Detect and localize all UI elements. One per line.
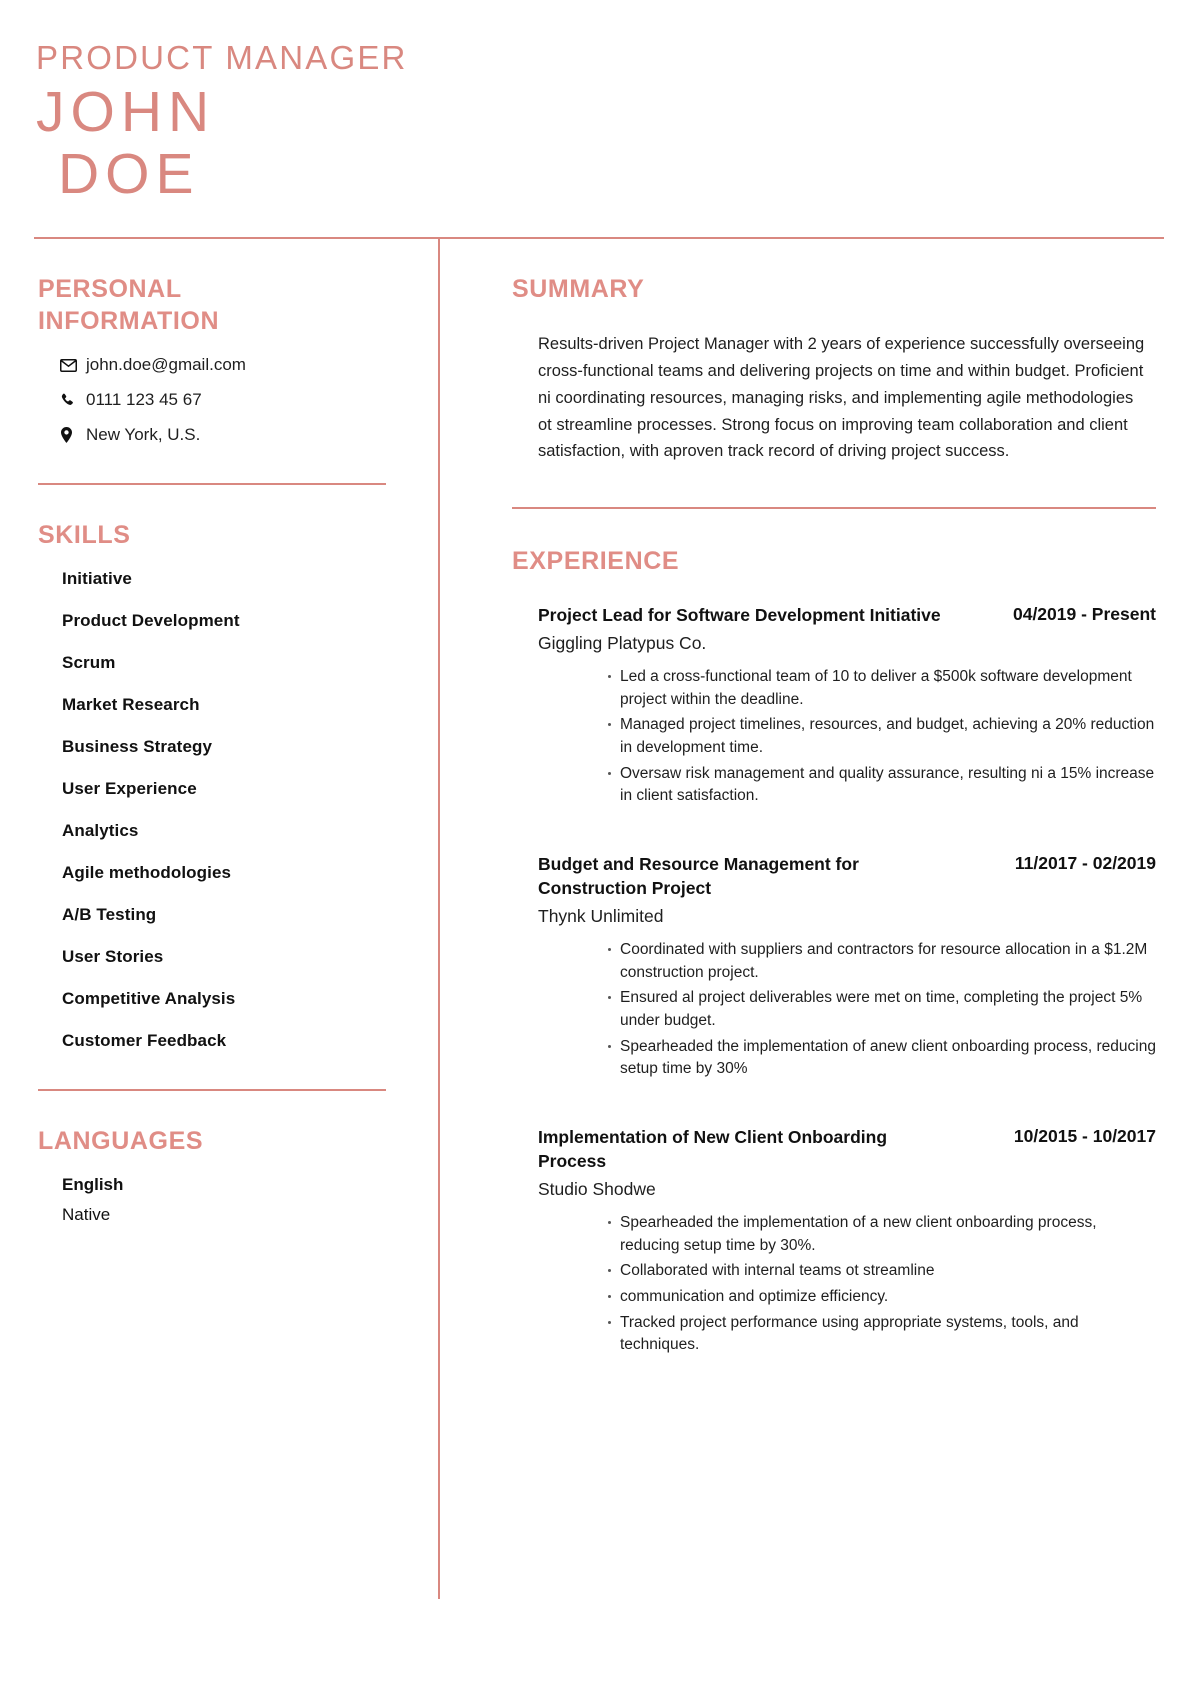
personal-information-heading-line1: PERSONAL xyxy=(38,275,182,304)
list-item: Initiative xyxy=(62,569,132,589)
language-name: English xyxy=(62,1175,124,1195)
list-item: Competitive Analysis xyxy=(62,989,236,1009)
experience-company: Giggling Platypus Co. xyxy=(538,633,707,654)
list-item: User Stories xyxy=(62,947,164,967)
experience-company: Thynk Unlimited xyxy=(538,906,664,927)
list-item: Customer Feedback xyxy=(62,1031,227,1051)
summary-text: Results-driven Project Manager with 2 years of experience successfully overseeing cross-functional teams and delivering projects on time and within budget. Proficient ni coordinating resources, managing risks, and implementing agile methodologies ot streamline processes. Strong focus on improving team collaboration and client satisfaction, with aproven track record of driving project success. xyxy=(538,335,1145,461)
list-item: Agile methodologies xyxy=(62,863,232,883)
list-item: Oversaw risk management and quality assurance, resulting ni a 15% increase in client satisfaction. xyxy=(608,763,1156,808)
language-level: Native xyxy=(62,1205,111,1225)
contact-email-value: john.doe@gmail.com xyxy=(86,355,246,375)
list-item: communication and optimize efficiency. xyxy=(608,1286,1156,1309)
location-pin-icon xyxy=(60,427,86,443)
experience-bullets xyxy=(538,1212,1156,1357)
personal-information-heading-line2: INFORMATION xyxy=(38,307,220,336)
languages-heading: LANGUAGES xyxy=(38,1127,204,1156)
list-item: Scrum xyxy=(62,653,116,673)
first-name: JOHN xyxy=(36,80,216,145)
list-item: Ensured al project deliverables were met on time, completing the project 5% under budget. xyxy=(608,987,1156,1032)
contact-email[interactable] xyxy=(60,355,408,375)
experience-entry xyxy=(512,603,1156,808)
list-item: Collaborated with internal teams ot streamline xyxy=(608,1260,1156,1283)
experience-date: 11/2017 - 02/2019 xyxy=(1014,852,1156,873)
list-item: Analytics xyxy=(62,821,139,841)
skills-heading: SKILLS xyxy=(38,521,131,550)
skills-list xyxy=(38,569,408,1051)
experience-title: Implementation of New Client Onboarding Process xyxy=(538,1126,888,1172)
resume-header xyxy=(34,40,1164,205)
sidebar-divider-1 xyxy=(38,483,386,485)
last-name: DOE xyxy=(58,141,200,206)
experience-title: Project Lead for Software Development Initiative xyxy=(538,604,941,625)
content-columns xyxy=(34,239,1164,1599)
contact-list xyxy=(38,355,408,445)
experience-entry xyxy=(512,1125,1156,1357)
list-item: Led a cross-functional team of 10 to deliver a $500k software development project within the deadline. xyxy=(608,666,1156,711)
language-entry xyxy=(38,1175,408,1225)
experience-title: Budget and Resource Management for Construction Project xyxy=(538,853,859,899)
sidebar-divider-2 xyxy=(38,1089,386,1091)
phone-icon xyxy=(60,393,86,408)
personal-information-heading xyxy=(38,273,408,337)
contact-phone-value: 0111 123 45 67 xyxy=(86,390,202,410)
experience-heading: EXPERIENCE xyxy=(512,546,680,575)
list-item: Tracked project performance using appropriate systems, tools, and techniques. xyxy=(608,1312,1156,1357)
experience-header xyxy=(538,1125,1156,1173)
list-item: Product Development xyxy=(62,611,240,631)
experience-bullets xyxy=(538,666,1156,808)
summary-heading: SUMMARY xyxy=(512,275,645,304)
experience-header xyxy=(538,852,1156,900)
list-item: Coordinated with suppliers and contractors for resource allocation in a $1.2M construction project. xyxy=(608,939,1156,984)
list-item: Managed project timelines, resources, and budget, achieving a 20% reduction in development time. xyxy=(608,714,1156,759)
contact-location-value: New York, U.S. xyxy=(86,425,201,445)
experience-entry xyxy=(512,852,1156,1081)
main-column xyxy=(440,239,1164,1599)
role-title: PRODUCT MANAGER xyxy=(36,39,408,76)
list-item: Spearheaded the implementation of a new client onboarding process, reducing setup time by 30%. xyxy=(608,1212,1156,1257)
experience-company: Studio Shodwe xyxy=(538,1179,656,1200)
list-item: Business Strategy xyxy=(62,737,213,757)
experience-header xyxy=(538,603,1156,627)
experience-date: 10/2015 - 10/2017 xyxy=(1013,1125,1156,1146)
experience-date: 04/2019 - Present xyxy=(1012,603,1156,624)
main-divider-1 xyxy=(512,507,1156,509)
experience-bullets xyxy=(538,939,1156,1081)
list-item: Market Research xyxy=(62,695,200,715)
list-item: A/B Testing xyxy=(62,905,157,925)
envelope-icon xyxy=(60,359,86,372)
list-item: Spearheaded the implementation of anew client onboarding process, reducing setup time by 30% xyxy=(608,1036,1156,1081)
contact-location[interactable] xyxy=(60,425,408,445)
sidebar-column xyxy=(34,239,438,1599)
list-item: User Experience xyxy=(62,779,197,799)
contact-phone[interactable] xyxy=(60,390,408,410)
